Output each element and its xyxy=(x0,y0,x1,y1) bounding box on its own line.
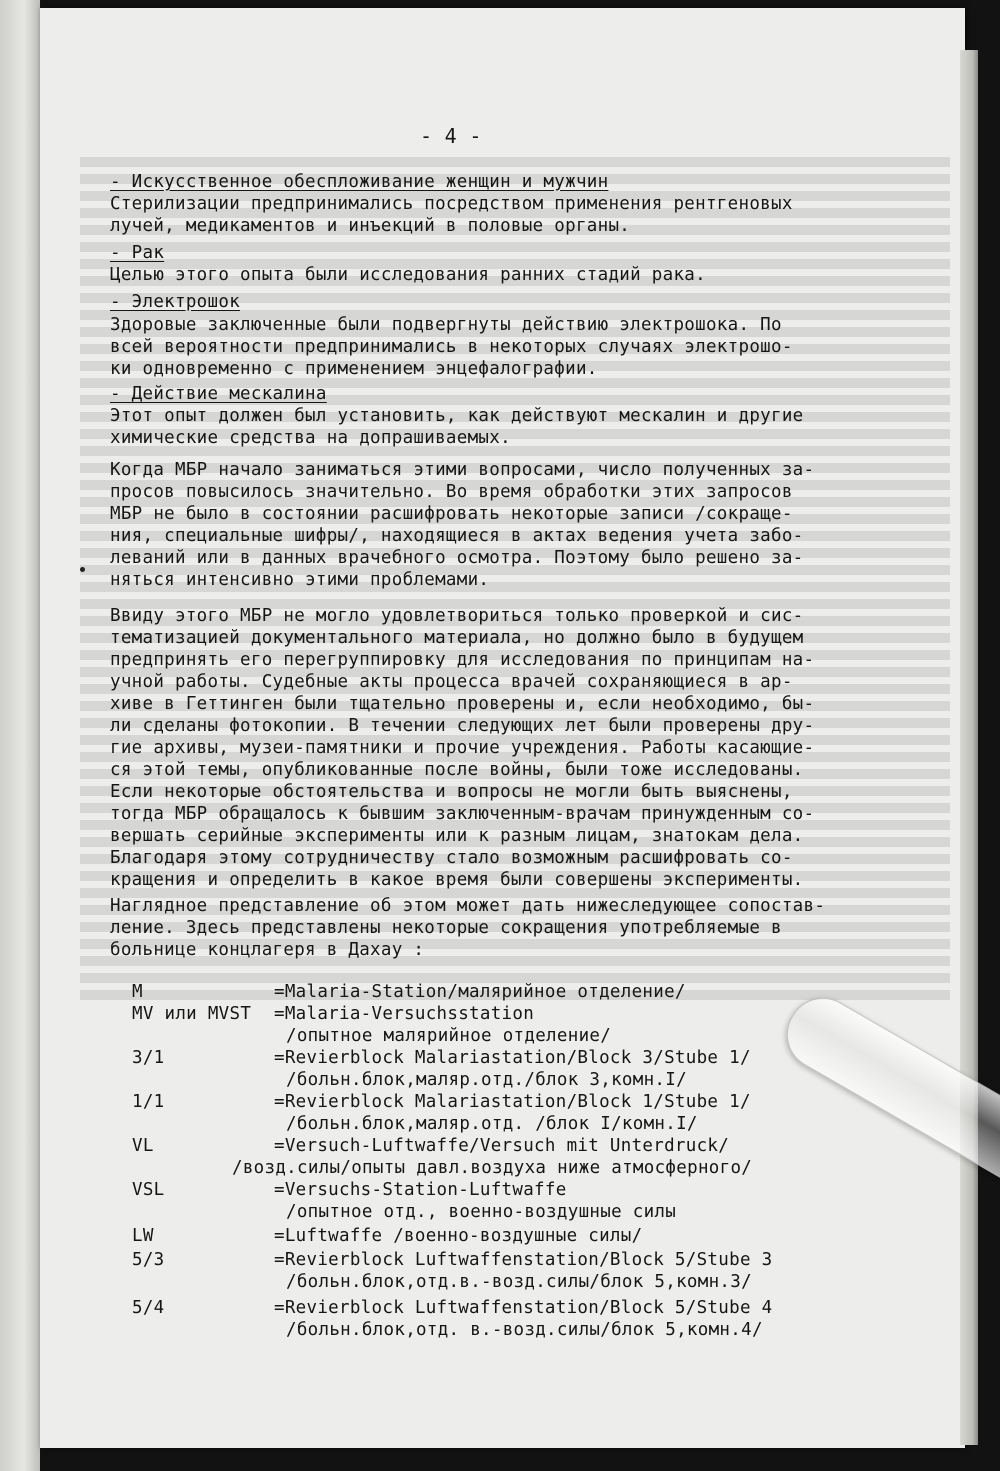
abbreviation-code: M xyxy=(132,982,143,1002)
abbreviation-code: 5/4 xyxy=(132,1298,165,1318)
paragraph-line: Благодаря этому сотрудничеству стало возможным расшифровать со- xyxy=(110,848,793,868)
abbreviation-meaning: =Revierblock Malariastation/Block 3/Stube 1/ xyxy=(274,1048,751,1068)
section-line: химические средства на допрашиваемых. xyxy=(110,428,511,448)
paragraph-line: вершать серийные эксперименты или к разным лицам, знатокам дела. xyxy=(110,826,804,846)
abbreviation-meaning: =Luftwaffe /военно-воздушные силы/ xyxy=(274,1226,643,1246)
section-line: Целью этого опыта были исследования ранних стадий рака. xyxy=(110,265,706,285)
paragraph-line: ся этой темы, опубликованные после войны, были тоже исследованы. xyxy=(110,760,804,780)
abbreviation-code: LW xyxy=(132,1226,154,1246)
abbreviation-meaning: =Malaria-Station/малярийное отделение/ xyxy=(274,982,686,1002)
paragraph-line: Когда МБР начало заниматься этими вопросами, число полученных за- xyxy=(110,460,815,480)
abbreviation-code: 3/1 xyxy=(132,1048,165,1068)
abbreviation-translation: /больн.блок,маляр.отд./блок 3,комн.I/ xyxy=(286,1070,687,1090)
section-line: Этот опыт должен был установить, как действуют мескалин и другие xyxy=(110,406,804,426)
abbreviation-translation: /больн.блок,отд.в.-возд.силы/блок 5,комн.3/ xyxy=(286,1272,752,1292)
paragraph-line: гие архивы, музеи-памятники и прочие учреждения. Работы касающие- xyxy=(110,738,815,758)
paragraph-line: кращения и определить в какое время были совершены эксперименты. xyxy=(110,870,804,890)
abbreviation-translation: /опытное отд., военно-воздушные силы xyxy=(286,1202,677,1222)
paragraph-line: тематизацией документального материала, но должно было в будущем xyxy=(110,628,804,648)
abbreviation-code: 1/1 xyxy=(132,1092,165,1112)
abbreviation-meaning: =Revierblock Malariastation/Block 1/Stube 1/ xyxy=(274,1092,751,1112)
section-line: лучей, медикаментов и инъекций в половые органы. xyxy=(110,216,631,236)
abbreviation-code: MV или MVST xyxy=(132,1004,252,1024)
paragraph-line: учной работы. Судебные акты процесса врачей сохраняющиеся в ар- xyxy=(110,672,793,692)
section-line: Здоровые заключенные были подвергнуты действию электрошока. По xyxy=(110,315,782,335)
paragraph-line: ния, специальные шифры/, находящиеся в актах ведения учета забо- xyxy=(110,526,804,546)
paragraph-line: хиве в Геттинген были тщательно проверены и, если необходимо, бы- xyxy=(110,694,815,714)
abbreviation-meaning: =Revierblock Luftwaffenstation/Block 5/Stube 3 xyxy=(274,1250,773,1270)
section-line: ки одновременно с применением энцефалографии. xyxy=(110,359,598,379)
abbreviation-translation: /возд.силы/опыты давл.воздуха ниже атмосферного/ xyxy=(232,1158,753,1178)
paragraph-line: тогда МБР обращалось к бывшим заключенным-врачам принужденным со- xyxy=(110,804,815,824)
section-heading-cancer: - Рак xyxy=(110,243,165,263)
paragraph-line: МБР не было в состоянии расшифровать некоторые записи /сокраще- xyxy=(110,504,793,524)
paragraph-line: няться интенсивно этими проблемами. xyxy=(110,570,490,590)
ink-dot xyxy=(80,567,85,572)
section-heading-sterilization: - Искусственное обеспложивание женщин и мужчин xyxy=(110,172,609,192)
page-number: - 4 - xyxy=(420,124,482,148)
section-line: Стерилизации предпринимались посредством применения рентгеновых xyxy=(110,194,793,214)
paragraph-line: Наглядное представление об этом может дать нижеследующее сопостав- xyxy=(110,896,826,916)
abbreviation-translation: /опытное малярийное отделение/ xyxy=(286,1026,612,1046)
paragraph-line: ли сделаны фотокопии. В течении следующих лет были проверены дру- xyxy=(110,716,815,736)
paragraph-line: леваний или в данных врачебного осмотра. Поэтому было решено за- xyxy=(110,548,804,568)
abbreviation-meaning: =Malaria-Versuchsstation xyxy=(274,1004,535,1024)
abbreviation-code: VSL xyxy=(132,1180,165,1200)
abbreviation-code: VL xyxy=(132,1136,154,1156)
paragraph-line: ление. Здесь представлены некоторые сокращения употребляемые в xyxy=(110,918,782,938)
paragraph-line: Ввиду этого МБР не могло удовлетвориться только проверкой и сис- xyxy=(110,606,804,626)
paragraph-line: больнице концлагеря в Дахау : xyxy=(110,940,425,960)
paragraph-line: предпринять его перегруппировку для исследования по принципам на- xyxy=(110,650,815,670)
abbreviation-code: 5/3 xyxy=(132,1250,165,1270)
abbreviation-translation: /больн.блок,отд. в.-возд.силы/блок 5,комн.4/ xyxy=(286,1320,763,1340)
abbreviation-translation: /больн.блок,маляр.отд. /блок I/комн.I/ xyxy=(286,1114,698,1134)
abbreviation-meaning: =Revierblock Luftwaffenstation/Block 5/Stube 4 xyxy=(274,1298,773,1318)
abbreviation-meaning: =Versuch-Luftwaffe/Versuch mit Unterdruck/ xyxy=(274,1136,730,1156)
section-line: всей вероятности предпринимались в некоторых случаях электрошо- xyxy=(110,337,793,357)
section-heading-mescaline: - Действие мескалина xyxy=(110,384,327,404)
paragraph-line: просов повысилось значительно. Во время обработки этих запросов xyxy=(110,482,793,502)
section-heading-electroshock: - Электрошок xyxy=(110,292,241,312)
abbreviation-meaning: =Versuchs-Station-Luftwaffe xyxy=(274,1180,567,1200)
paragraph-line: Если некоторые обстоятельства и вопросы не могли быть выяснены, xyxy=(110,782,793,802)
